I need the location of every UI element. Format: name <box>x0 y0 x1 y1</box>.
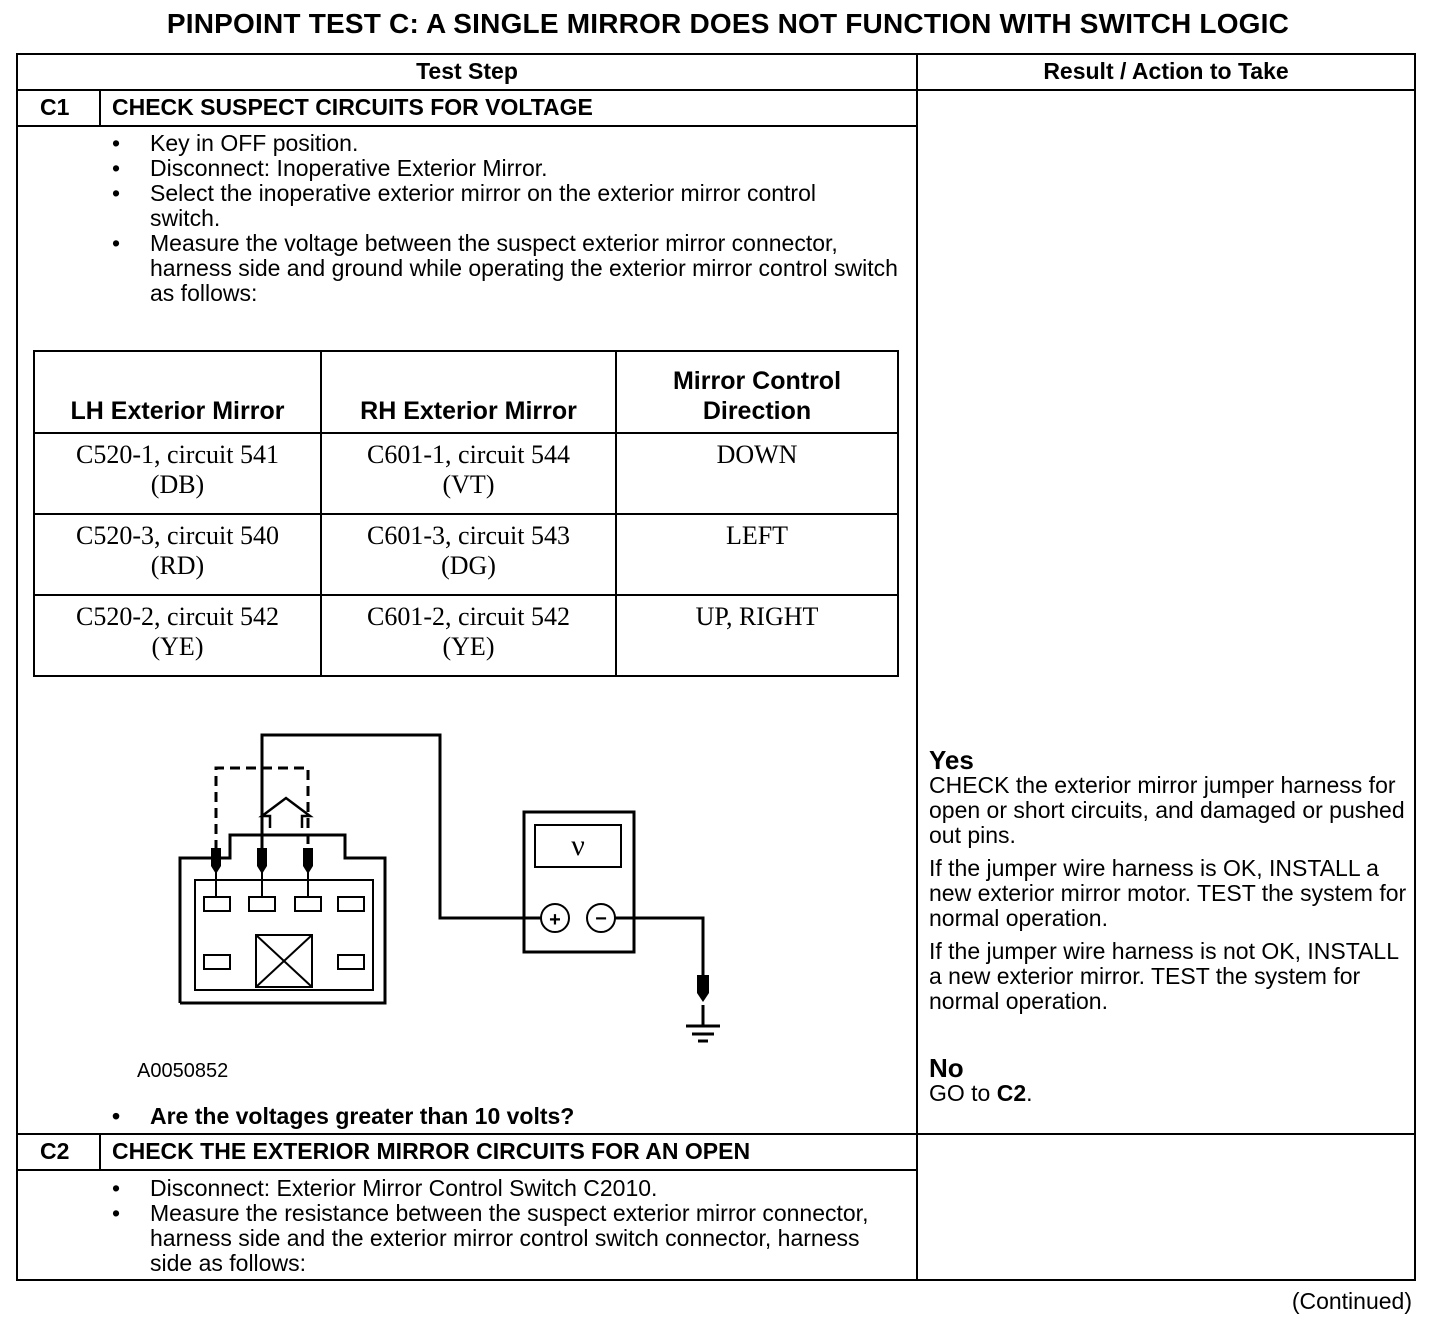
probe-tip-icon <box>697 975 709 1002</box>
cell-lh: C520-2, circuit 542 (YE) <box>34 595 321 676</box>
connector-pin <box>204 955 230 969</box>
probe-tip-icon <box>257 848 267 874</box>
connector-pin <box>295 897 321 911</box>
voltmeter-symbol: ν <box>571 829 585 862</box>
yes-action-not-ok: If the jumper wire harness is not OK, INSTALL a new exterior mirror. TEST the system for normal operation. <box>929 938 1399 1014</box>
table-row <box>34 433 898 514</box>
step-id-c1: C1 <box>40 94 70 120</box>
list-item: • Select the inoperative exterior mirror on the exterior mirror control switch. <box>112 181 850 231</box>
figure-id: A0050852 <box>137 1060 229 1082</box>
col-lh-mirror: LH Exterior Mirror <box>34 351 321 433</box>
c1-id-divider <box>99 89 101 127</box>
cell-rh: C601-1, circuit 544 (VT) <box>321 433 616 514</box>
cell-lh: C520-3, circuit 540 (RD) <box>34 514 321 595</box>
list-item: • Key in OFF position. <box>112 131 892 156</box>
cell-direction: LEFT <box>616 514 898 595</box>
table-row <box>34 514 898 595</box>
goto-c2-link: C2 <box>996 1080 1027 1106</box>
voltage-measurement-table <box>33 350 899 677</box>
continued-label: (Continued) <box>1291 1288 1412 1314</box>
connector-pin <box>338 955 364 969</box>
table-header-row <box>34 351 898 433</box>
no-action: GO to C2. <box>929 1080 1033 1106</box>
cell-lh: C520-1, circuit 541 (DB) <box>34 433 321 514</box>
c2-title-divider <box>16 1169 918 1171</box>
cell-direction: UP, RIGHT <box>616 595 898 676</box>
plus-label: + <box>549 909 561 931</box>
c1-question: • Are the voltages greater than 10 volts? <box>112 1104 574 1129</box>
c2-id-divider <box>99 1133 101 1171</box>
page-title: PINPOINT TEST C: A SINGLE MIRROR DOES NOT FUNCTION WITH SWITCH LOGIC <box>166 8 1290 39</box>
minus-label: − <box>595 908 607 930</box>
table-row <box>34 595 898 676</box>
connector-voltmeter-diagram <box>160 720 760 1050</box>
negative-lead <box>614 918 703 975</box>
step-title-c1: CHECK SUSPECT CIRCUITS FOR VOLTAGE <box>112 94 593 120</box>
yes-label: Yes <box>929 745 974 775</box>
cell-rh: C601-3, circuit 543 (DG) <box>321 514 616 595</box>
step-title-c2: CHECK THE EXTERIOR MIRROR CIRCUITS FOR AN OPEN <box>112 1138 751 1164</box>
yes-action-ok: If the jumper wire harness is OK, INSTALL a new exterior mirror motor. TEST the system for normal operation. <box>929 855 1407 931</box>
c1-instructions <box>112 130 898 306</box>
list-item: • Measure the resistance between the suspect exterior mirror connector, harness side and the exterior mirror control switch connector, harness side as follows: <box>112 1201 885 1276</box>
step-id-c2: C2 <box>40 1138 70 1164</box>
header-divider <box>16 89 1416 91</box>
header-test-step: Test Step <box>416 58 518 84</box>
connector-pin <box>204 897 230 911</box>
connector-pin <box>249 897 275 911</box>
col-direction: Mirror Control Direction <box>616 351 898 433</box>
yes-action: CHECK the exterior mirror jumper harness for open or short circuits, and damaged or pushed out pins. <box>929 772 1405 848</box>
connector-body <box>180 835 385 1003</box>
c1-title-divider <box>16 125 918 127</box>
list-item: • Measure the voltage between the suspect exterior mirror connector, harness side and ground while operating the exterior mirror control switch as follows: <box>112 231 920 306</box>
no-label: No <box>929 1053 964 1083</box>
header-result: Result / Action to Take <box>1043 58 1289 84</box>
probe-tip-icon <box>303 848 313 874</box>
list-item: • Disconnect: Exterior Mirror Control Switch C2010. <box>112 1176 872 1201</box>
step-divider <box>16 1133 1416 1135</box>
connector-pin <box>338 897 364 911</box>
list-item: • Disconnect: Inoperative Exterior Mirror. <box>112 156 892 181</box>
cell-rh: C601-2, circuit 542 (YE) <box>321 595 616 676</box>
probe-tip-icon <box>211 848 221 874</box>
col-rh-mirror: RH Exterior Mirror <box>321 351 616 433</box>
cell-direction: DOWN <box>616 433 898 514</box>
c2-instructions <box>112 1176 872 1276</box>
selection-arrow-icon <box>262 798 310 828</box>
positive-lead <box>262 735 542 918</box>
c1-results <box>929 745 1413 1106</box>
